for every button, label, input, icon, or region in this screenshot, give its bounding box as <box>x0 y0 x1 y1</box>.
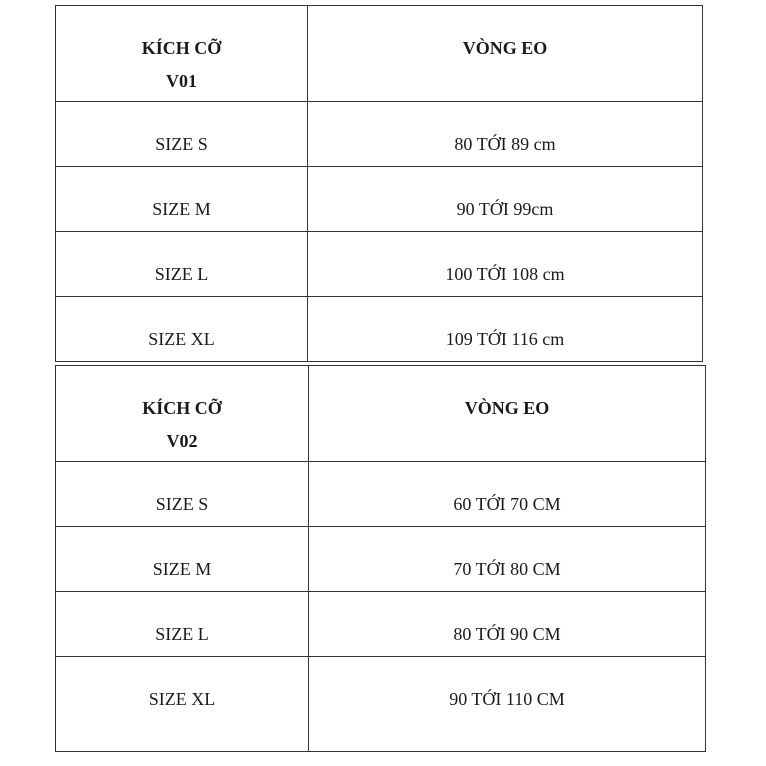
waist-value: 100 TỚI 108 cm <box>445 264 565 284</box>
waist-value: 70 TỚI 80 CM <box>453 559 561 579</box>
size-value: SIZE L <box>155 624 209 644</box>
table-header-row <box>56 6 703 102</box>
table-row <box>56 297 703 362</box>
waist-header-cell <box>309 366 706 462</box>
size-value: SIZE S <box>155 134 208 154</box>
waist-header-label: VÒNG EO <box>464 398 550 418</box>
model-code: V01 <box>166 71 197 91</box>
waist-cell <box>308 102 703 167</box>
size-header-cell <box>56 6 308 102</box>
table-row <box>56 592 706 657</box>
size-header-label: KÍCH CỠ <box>141 38 222 58</box>
waist-value: 80 TỚI 90 CM <box>453 624 561 644</box>
size-cell <box>56 102 308 167</box>
table-row <box>56 232 703 297</box>
table-row <box>56 167 703 232</box>
waist-value: 90 TỚI 99cm <box>456 199 554 219</box>
waist-cell <box>309 592 706 657</box>
waist-cell <box>308 167 703 232</box>
size-header-label: KÍCH CỠ <box>142 398 222 418</box>
size-table-v01 <box>55 5 703 362</box>
size-value: SIZE XL <box>148 329 215 349</box>
waist-cell <box>308 297 703 362</box>
waist-value: 90 TỚI 110 CM <box>449 689 565 709</box>
size-value: SIZE XL <box>148 689 216 709</box>
size-cell <box>56 657 309 752</box>
size-table-v02 <box>55 365 706 752</box>
waist-value: 60 TỚI 70 CM <box>453 494 561 514</box>
size-cell <box>56 592 309 657</box>
size-value: SIZE L <box>154 264 209 284</box>
size-cell <box>56 462 309 527</box>
waist-value: 80 TỚI 89 cm <box>454 134 556 154</box>
size-value: SIZE S <box>155 494 209 514</box>
table-header-row <box>56 366 706 462</box>
size-cell <box>56 527 309 592</box>
waist-cell <box>309 462 706 527</box>
waist-value: 109 TỚI 116 cm <box>445 329 565 349</box>
waist-cell <box>308 232 703 297</box>
waist-cell <box>309 527 706 592</box>
table-row <box>56 657 706 752</box>
table-row <box>56 102 703 167</box>
size-header-cell <box>56 366 309 462</box>
size-cell <box>56 232 308 297</box>
model-code: V02 <box>166 431 198 451</box>
waist-cell <box>309 657 706 752</box>
waist-header-label: VÒNG EO <box>462 38 548 58</box>
size-cell <box>56 167 308 232</box>
waist-header-cell <box>308 6 703 102</box>
size-cell <box>56 297 308 362</box>
size-value: SIZE M <box>152 199 211 219</box>
table-row <box>56 462 706 527</box>
size-value: SIZE M <box>152 559 212 579</box>
table-row <box>56 527 706 592</box>
